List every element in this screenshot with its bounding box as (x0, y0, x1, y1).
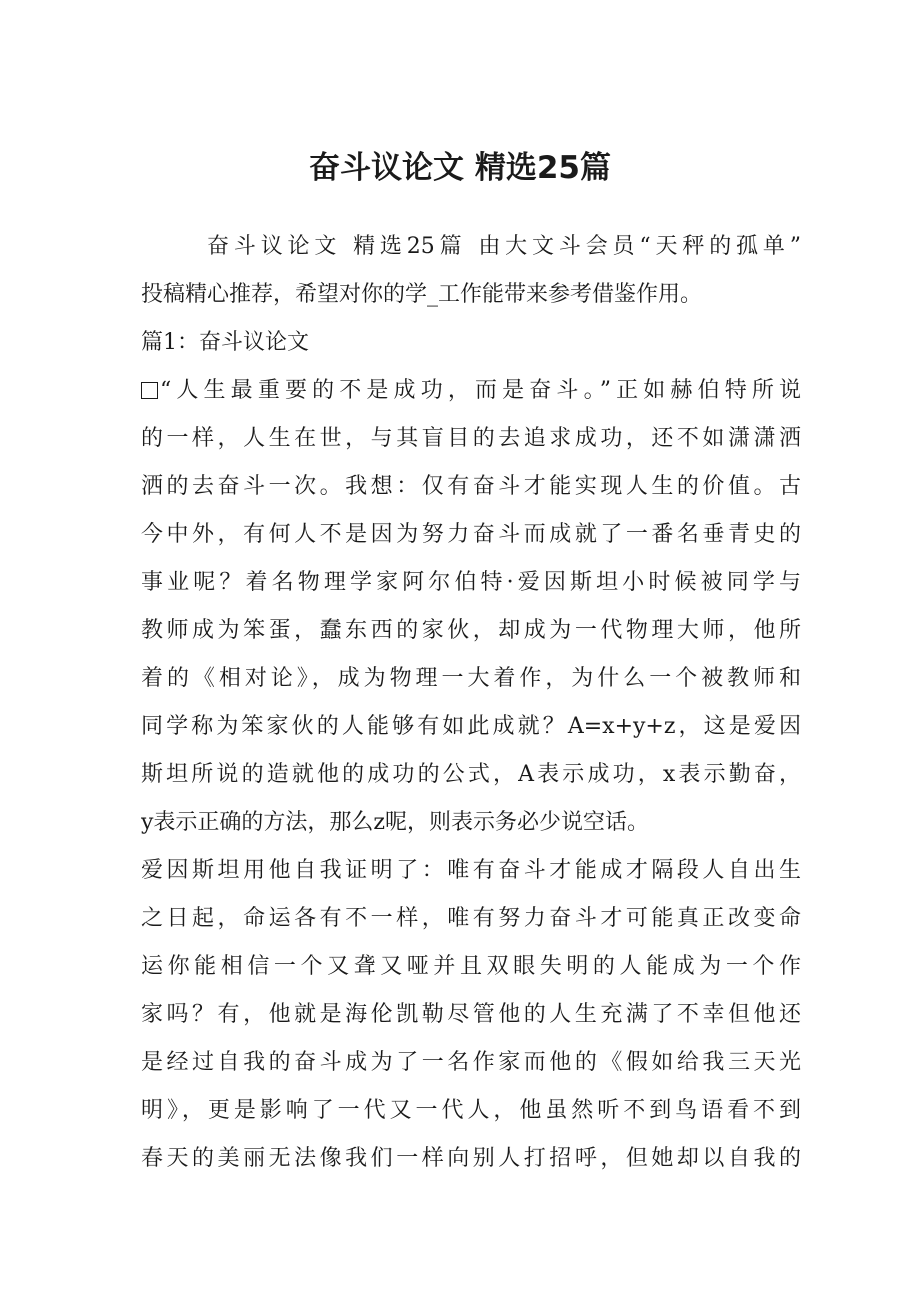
paragraph-line (141, 367, 801, 415)
document-title: 奋斗议论文 精选25篇 (309, 150, 611, 186)
paragraph-line: 斯坦所说的造就他的成功的公式，A表示成功，x表示勤奋， (141, 762, 801, 787)
paragraph-line: 今中外，有何人不是因为努力奋斗而成就了一番名垂青史的 (141, 522, 801, 547)
paragraph-line: 同学称为笨家伙的人能够有如此成就？A=x+y+z，这是爱因 (141, 714, 801, 739)
paragraph-line: 是经过自我的奋斗成为了一名作家而他的《假如给我三天光 (141, 1050, 801, 1075)
intro-line: 奋斗议论文 精选25篇 由大文斗会员“天秤的孤单” (207, 234, 801, 259)
paragraph-line: 洒的去奋斗一次。我想：仅有奋斗才能实现人生的价值。古 (141, 474, 801, 499)
intro-line: 投稿精心推荐，希望对你的学_工作能带来参考借鉴作用。 (141, 282, 703, 307)
paragraph-line: 之日起，命运各有不一样，唯有努力奋斗才可能真正改变命 (141, 906, 801, 931)
paragraph-line: 的一样，人生在世，与其盲目的去追求成功，还不如潇潇洒 (141, 426, 801, 451)
paragraph-line: 教师成为笨蛋，蠢东西的家伙，却成为一代物理大师，他所 (141, 618, 801, 643)
paragraph-text: “人生最重要的不是成功，而是奋斗。”正如赫伯特所说 (160, 378, 801, 403)
paragraph-line: 春天的美丽无法像我们一样向别人打招呼，但她却以自我的 (141, 1146, 801, 1171)
paragraph-line: 家吗？有，他就是海伦凯勒尽管他的人生充满了不幸但他还 (141, 1002, 801, 1027)
checkbox-square-icon (141, 382, 158, 399)
paragraph-line: 着的《相对论》，成为物理一大着作，为什么一个被教师和 (141, 666, 801, 691)
paragraph-line: 事业呢？着名物理学家阿尔伯特·爱因斯坦小时候被同学与 (141, 570, 801, 595)
section-heading: 篇1：奋斗议论文 (141, 330, 309, 355)
document-body (141, 223, 801, 1183)
paragraph-line: 运你能相信一个又聋又哑并且双眼失明的人能成为一个作 (141, 954, 801, 979)
paragraph-line: 爱因斯坦用他自我证明了：唯有奋斗才能成才隔段人自出生 (141, 858, 801, 883)
paragraph-line: y表示正确的方法，那么z呢，则表示务必少说空话。 (141, 810, 650, 835)
paragraph-line: 明》，更是影响了一代又一代人，他虽然听不到鸟语看不到 (141, 1098, 801, 1123)
